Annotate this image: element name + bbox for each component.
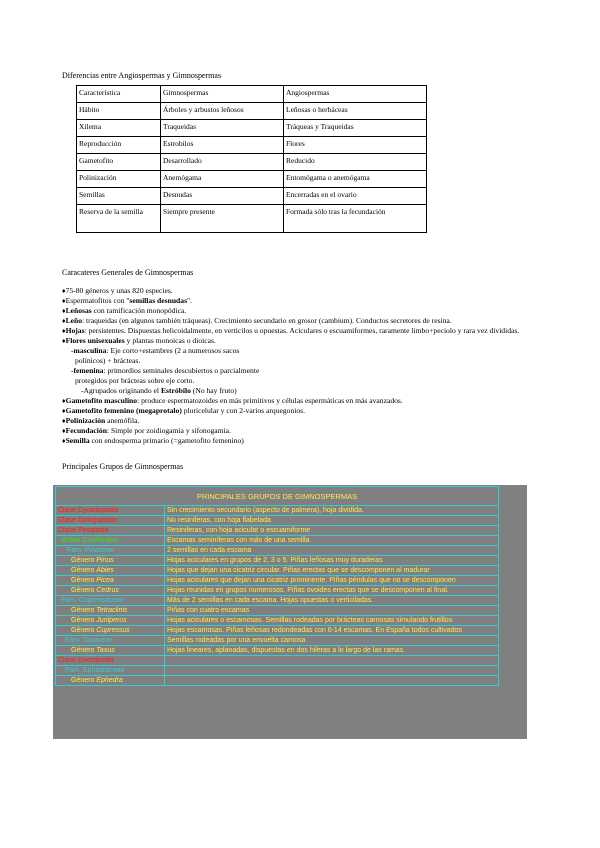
table-cell: Traqueidas xyxy=(161,120,284,137)
diamond-bullet-icon: ♦ xyxy=(62,417,66,425)
table-cell: Flores xyxy=(284,137,427,154)
item-bold: Gametofito masculino xyxy=(65,396,138,405)
description-cell: Más de 2 semillas en cada escama. Hojas opuestas o verticiladas. xyxy=(165,596,499,606)
table-row xyxy=(56,616,499,626)
taxon-cell: Orden Coniferales xyxy=(56,536,165,546)
item-text: anemófila. xyxy=(105,416,140,425)
description-cell: No resiniferas, con hoja flabelada xyxy=(165,516,499,526)
description-cell xyxy=(165,666,499,676)
diamond-bullet-icon: ♦ xyxy=(62,307,66,315)
table-header-cell: Angiospermas xyxy=(284,86,427,103)
taxon-rank: Género xyxy=(71,617,97,624)
item-text: con endosperma primario (=gametofito femenino) xyxy=(89,436,244,445)
item-text: y plantas monoicas o dioicas. xyxy=(124,336,216,345)
table-cell: Polinización xyxy=(77,171,161,188)
table-cell: Siempre presente xyxy=(161,205,284,233)
characteristics-list xyxy=(62,286,542,446)
item-bold: -femenina xyxy=(71,366,104,375)
table-row xyxy=(56,666,499,676)
taxon-genus: Ephedra xyxy=(96,677,123,684)
table-row xyxy=(56,596,499,606)
taxon-cell: Clase Gnetopsida xyxy=(56,656,165,666)
item-text: : Eje corto+estambres (2 a numerosos sacos xyxy=(106,346,240,355)
description-cell: Hojas que dejan una cicatriz circular. Piñas erectas que se descomponen al madurar xyxy=(165,566,499,576)
table-row xyxy=(56,626,499,636)
comparison-title: Diferencias entre Angiospermas y Gimnospermas xyxy=(62,71,222,80)
diamond-bullet-icon: ♦ xyxy=(62,317,66,325)
taxon-rank: Género xyxy=(71,607,97,614)
taxon-cell xyxy=(56,626,165,636)
list-item xyxy=(62,386,542,396)
description-cell: Semillas rodeadas por una envuelta carnosa xyxy=(165,636,499,646)
table-cell: Semillas xyxy=(77,188,161,205)
comparison-table xyxy=(76,85,427,233)
table-cell: Anemógama xyxy=(161,171,284,188)
list-item xyxy=(62,346,542,356)
taxon-cell xyxy=(56,556,165,566)
description-cell: Resiniferas, con hoja acicular o escuamiforme xyxy=(165,526,499,536)
table-cell: Entomógama o anemógama xyxy=(284,171,427,188)
item-bold: Gametofito femenino (megaprotalo) xyxy=(65,406,182,415)
taxon-cell xyxy=(56,646,165,656)
description-cell: 2 semillas en cada escama xyxy=(165,546,499,556)
item-bold: Leñosas xyxy=(65,306,92,315)
taxon-genus: Juniperus xyxy=(96,617,127,624)
table-row xyxy=(77,154,427,171)
table-row xyxy=(56,556,499,566)
list-item xyxy=(62,406,542,416)
table-cell: Reducido xyxy=(284,154,427,171)
description-cell: Hojas lineares, aplanadas, dispuestas en dos hileras a lo largo de las ramas. xyxy=(165,646,499,656)
taxon-cell: Clase Cycadopsida xyxy=(56,506,165,516)
taxon-rank: Género xyxy=(71,567,97,574)
table-row xyxy=(56,576,499,586)
diamond-bullet-icon: ♦ xyxy=(62,407,66,415)
taxon-cell xyxy=(56,606,165,616)
diamond-bullet-icon: ♦ xyxy=(62,297,66,305)
diamond-bullet-icon: ♦ xyxy=(62,287,66,295)
list-item xyxy=(62,286,542,296)
list-item xyxy=(62,426,542,436)
table-header-cell: Característica xyxy=(77,86,161,103)
diamond-bullet-icon: ♦ xyxy=(62,397,66,405)
taxon-genus: Picea xyxy=(96,577,114,584)
description-cell: Hojas aciculares en grupos de 2, 3 o 5. Piñas leñosas muy duraderas xyxy=(165,556,499,566)
table-row xyxy=(56,526,499,536)
table-row xyxy=(77,120,427,137)
item-text: (No hay fruto) xyxy=(190,386,237,395)
list-item xyxy=(62,336,542,346)
item-bold: Semilla xyxy=(65,436,90,445)
table-row xyxy=(56,506,499,516)
table-row xyxy=(56,676,499,686)
description-cell: Piñas con cuatro escamas xyxy=(165,606,499,616)
item-bold: Leño xyxy=(65,316,83,325)
diamond-bullet-icon: ♦ xyxy=(62,437,66,445)
table-cell: Desnudas xyxy=(161,188,284,205)
table-row xyxy=(77,86,427,103)
table-cell: Desarrollado xyxy=(161,154,284,171)
table-cell: Tráqueas y Traqueidas xyxy=(284,120,427,137)
list-item xyxy=(62,416,542,426)
list-item xyxy=(62,366,542,376)
taxon-genus: Taxus xyxy=(96,647,115,654)
table-cell: Estrobilos xyxy=(161,137,284,154)
table-cell: Reproducción xyxy=(77,137,161,154)
item-text: : Simple por zoidiogamia y sifonogamia. xyxy=(106,426,231,435)
item-text: ". xyxy=(187,296,193,305)
description-cell: Hojas aciculares o escamosas. Semillas rodeadas por brácteas carnosas simulando frutillos xyxy=(165,616,499,626)
taxon-cell xyxy=(56,566,165,576)
taxon-cell xyxy=(56,616,165,626)
list-item xyxy=(62,356,542,366)
taxon-rank: Género xyxy=(71,587,97,594)
description-cell xyxy=(165,656,499,666)
table-cell: Encerradas en el ovario xyxy=(284,188,427,205)
taxon-cell: Clase Pinopsida xyxy=(56,526,165,536)
table-row xyxy=(56,606,499,616)
taxon-genus: Abies xyxy=(96,567,114,574)
table-row xyxy=(56,566,499,576)
item-bold: semillas desnudas xyxy=(129,296,188,305)
table-row xyxy=(77,171,427,188)
table-cell: Hábito xyxy=(77,103,161,120)
table-row xyxy=(56,656,499,666)
item-text: : produce espermatozoides en más primitivos y células espermáticas en más avanzados. xyxy=(137,396,403,405)
list-item xyxy=(62,306,542,316)
description-cell: Hojas aciculares que dejan una cicatriz prominente. Piñas péndulas que no se descomponen xyxy=(165,576,499,586)
table-cell: Árboles y arbustos leñosos xyxy=(161,103,284,120)
taxon-genus: Tetraclinis xyxy=(96,607,128,614)
table-row xyxy=(77,137,427,154)
list-item xyxy=(62,436,542,446)
item-text: protegidos por brácteas sobre eje corto. xyxy=(75,376,195,385)
list-item xyxy=(62,326,542,336)
taxon-rank: Género xyxy=(71,627,97,634)
description-cell: Hojas escamosas. Piñas leñosas redondeadas con 6-14 escamas. En España todos cultivados xyxy=(165,626,499,636)
table-row xyxy=(77,103,427,120)
table-cell: Gametofito xyxy=(77,154,161,171)
taxon-rank: Género xyxy=(71,557,97,564)
item-bold: Flores unisexuales xyxy=(65,336,125,345)
taxon-genus: Cupressus xyxy=(96,627,130,634)
table-cell: Leñosas o herbáceas xyxy=(284,103,427,120)
description-cell: Sin crecimiento secundario (aspecto de palmera), hoja dividida. xyxy=(165,506,499,516)
table-header-cell: Gimnospermas xyxy=(161,86,284,103)
taxon-cell: Clase Ginkgopsida xyxy=(56,516,165,526)
item-text: : traqueidas (en algunos también tráqueas). Crecimiento secundario en grosor (cambium). Conductos secretores de resina. xyxy=(82,316,452,325)
table-cell: Formada sólo tras la fecundación xyxy=(284,205,427,233)
table-row xyxy=(56,586,499,596)
taxon-cell: Fam. Pinaceae xyxy=(56,546,165,556)
table-cell: Xilema xyxy=(77,120,161,137)
taxon-rank: Género xyxy=(71,677,97,684)
table-cell: Reserva de la semilla xyxy=(77,205,161,233)
groups-title: Principales Grupos de Gimnospermas xyxy=(62,462,184,471)
description-cell xyxy=(165,676,499,686)
list-item xyxy=(62,376,542,386)
diamond-bullet-icon: ♦ xyxy=(62,327,66,335)
item-text: -Agrupados originando el xyxy=(81,386,161,395)
taxon-rank: Género xyxy=(71,577,97,584)
item-text: : primordios seminales descubiertos o parcialmente xyxy=(103,366,260,375)
groups-table xyxy=(55,486,499,686)
diamond-bullet-icon: ♦ xyxy=(62,427,66,435)
taxon-cell: Fam. Taxaceae xyxy=(56,636,165,646)
description-cell: Hojas reunidas en grupos numerosos. Piñas ovoides erectas que se descomponen al final. xyxy=(165,586,499,596)
taxon-genus: Pinus xyxy=(96,557,114,564)
taxon-genus: Cedrus xyxy=(96,587,119,594)
item-bold: Estróbilo xyxy=(160,386,191,395)
item-text: 75-80 géneros y unas 820 especies. xyxy=(65,286,173,295)
taxon-cell: Fam. Ephedraceae xyxy=(56,666,165,676)
item-text: Espermatofitos con " xyxy=(65,296,130,305)
item-text: con ramificación monopódica. xyxy=(91,306,187,315)
table-row xyxy=(77,205,427,233)
table-row xyxy=(56,487,499,506)
taxon-cell xyxy=(56,586,165,596)
table-row xyxy=(77,188,427,205)
list-item xyxy=(62,396,542,406)
item-bold: Hojas xyxy=(65,326,85,335)
list-item xyxy=(62,316,542,326)
table-row xyxy=(56,546,499,556)
taxon-cell xyxy=(56,676,165,686)
table-row xyxy=(56,636,499,646)
table-row xyxy=(56,646,499,656)
item-bold: -masculina xyxy=(71,346,107,355)
taxon-rank: Género xyxy=(71,647,97,654)
item-bold: Fecundación xyxy=(65,426,107,435)
characteristics-title: Caracateres Generales de Gimnospermas xyxy=(62,268,194,277)
item-bold: Polinización xyxy=(65,416,106,425)
table-row xyxy=(56,516,499,526)
taxon-cell: Fam. Cupressaceae xyxy=(56,596,165,606)
groups-table-header: PRINCIPALES GRUPOS DE GIMNOSPERMAS xyxy=(56,487,499,506)
item-text: : persistentes. Dispuestas helicoidalmente, en verticilos u opuestas. Aciculares o escuamiformes, raramente limbo+peciolo y rara vez divididas. xyxy=(84,326,520,335)
item-text: pluricelular y con 2-varios arquegonios. xyxy=(181,406,306,415)
item-text: polínicos) + brácteas. xyxy=(75,356,141,365)
table-row xyxy=(56,536,499,546)
taxon-cell xyxy=(56,576,165,586)
list-item xyxy=(62,296,542,306)
diamond-bullet-icon: ♦ xyxy=(62,337,66,345)
description-cell: Escamas seminíferas con más de una semilla xyxy=(165,536,499,546)
